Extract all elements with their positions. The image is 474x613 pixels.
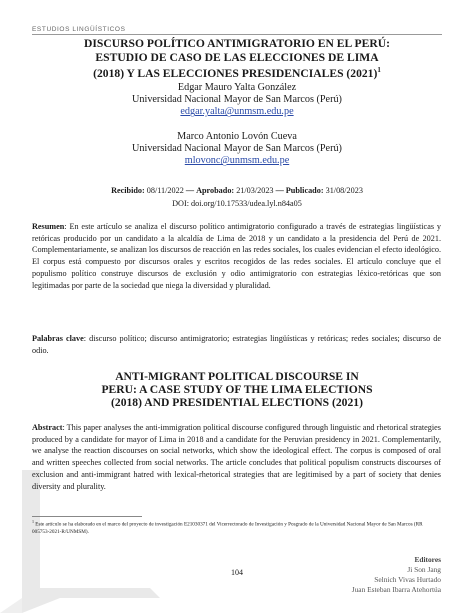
author-name: Marco Antonio Lovón Cueva [177,131,297,142]
author-email-link[interactable]: edgar.yalta@unmsm.edu.pe [180,106,294,118]
date-separator: — [185,186,195,195]
received-label: Recibido: [111,186,145,195]
page-number: 104 [231,568,243,577]
abstract-text: : This paper analyses the anti-immigration political discourse configured through linguistic and rhetorical strategies produced by a candidate for mayor of Lima in 2018 and a candidate for the Peruvian presidency in 2021. Complementarily, we analyse the reaction discourses on social networks, which show the ideological effect. The corpus is composed of oral and written speeches collected from social networks. The article concludes that political populism constructs discourses of exclusion and anti-immigrant hatred with lexical-rhetorical strategies that are legitimised by a part of society that denies diversity and plurality. [32,423,441,491]
editor-name: Juan Esteban Ibarra Atehortúa [351,585,441,594]
palabras-clave-text: : discurso político; discurso antimigratorio; estrategias lingüísticas y retóricas; redes sociales; discurso de odio. [32,334,442,355]
author-block-1 [40,82,434,119]
palabras-clave-paragraph [32,333,441,356]
editor-name: Ji Son Jang [407,565,441,574]
editors-block [352,555,441,595]
publication-dates [40,184,434,210]
received-date: 08/11/2022 [146,186,184,195]
palabras-clave-label: Palabras clave [32,334,84,343]
author-email-link[interactable]: mlovonc@unmsm.edu.pe [184,155,290,167]
footnote-rule [32,516,142,517]
title-line: ESTUDIO DE CASO DE LAS ELECCIONES DE LIMA [95,50,379,64]
published-date: 31/08/2023 [325,186,363,195]
title-line: (2018) Y LAS ELECCIONES PRESIDENCIALES $(2021)^1$ [93,66,381,81]
author-block-2 [40,131,434,168]
editors-title: Editores [414,555,441,564]
footnote [32,519,434,535]
approved-date: 21/03/2023 [236,186,274,195]
header-rule [32,34,442,35]
approved-label: Aprobado: [196,186,235,195]
title-spanish [40,37,434,81]
date-separator: — [275,186,284,195]
title-line: PERU: A CASE STUDY OF THE LIMA ELECTIONS [101,383,373,396]
footnote-text: Este artículo se ha elaborado en el marco del proyecto de investigación E21030371 del Vicerrectorado de Investigación y Posgrado de la Universidad Nacional Mayor de San Marcos (RR 005753-2021-R/UNMSM). [32,521,423,535]
title-line: ANTI-MIGRANT POLITICAL DISCOURSE IN [115,370,359,383]
author-affiliation: Universidad Nacional Mayor de San Marcos (Perú) [132,94,342,106]
resumen-text: : En este artículo se analiza el discurso político antimigratorio configurado a través de estrategias lingüísticas y retóricas producido por un candidato a la alcaldía de Lima de 2018 y un candidato a la presidencia del Perú de 2021. Complementariamente, se analizan los discursos de reacción en las redes sociales, los cuales evidencian el efecto ideológico. El corpus está compuesto por discursos orales y escritos recogidos de las redes sociales. El artículo concluye que el populismo político construye discursos de exclusión y odio antimigratorio con estrategias léxico-retóricas que son legitimadas por parte de la sociedad que niega la diversidad y pluralidad. [32,222,441,290]
editor-name: Selnich Vivas Hurtado [374,575,441,584]
abstract-label: Abstract [32,423,63,432]
author-affiliation: Universidad Nacional Mayor de San Marcos (Perú) [132,143,342,155]
footnote-mark[interactable]: 1 [377,66,381,75]
journal-header: ESTUDIOS LINGÜÍSTICOS [32,26,126,33]
title-line: DISCURSO POLÍTICO ANTIMIGRATORIO EN EL PERÚ: [84,37,390,50]
author-name: Edgar Mauro Yalta González [177,82,297,93]
title-line: (2018) AND PRESIDENTIAL ELECTIONS (2021) [111,396,363,409]
published-label: Publicado: [285,186,324,195]
footnote-number: 1 [32,519,34,524]
resumen-label: Resumen [32,222,65,231]
resumen-paragraph [32,221,441,291]
title-english [40,370,434,409]
doi-text[interactable]: DOI: doi.org/10.17533/udea.lyl.n84a05 [172,199,302,208]
abstract-paragraph [32,422,441,492]
